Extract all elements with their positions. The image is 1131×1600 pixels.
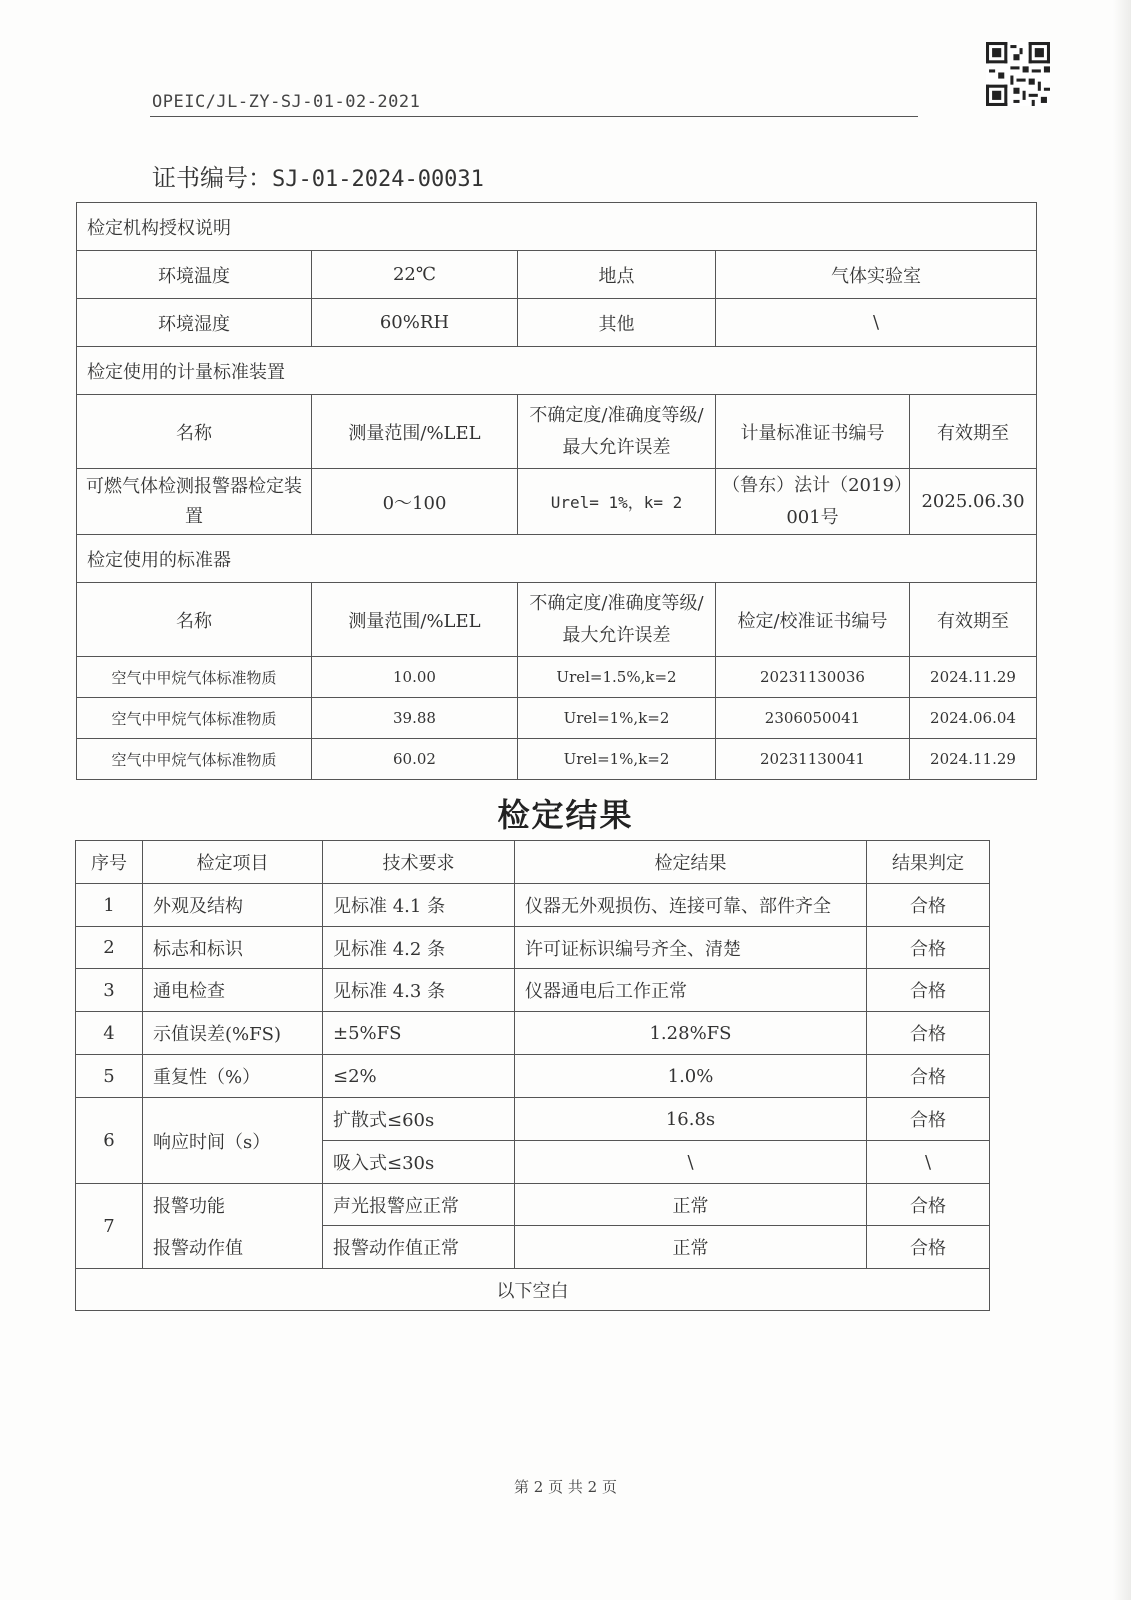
instr-cert-no: 20231130036 <box>716 657 910 698</box>
result-no: 6 <box>76 1098 143 1184</box>
device-valid-until: 2025.06.30 <box>910 469 1037 535</box>
results-title: 检定结果 <box>497 796 634 834</box>
verification-results-table <box>75 840 990 1311</box>
result-item: 标志和标识 <box>143 927 323 969</box>
result-judgment: 合格 <box>867 927 990 969</box>
result-no: 2 <box>76 927 143 969</box>
result-value: 许可证标识编号齐全、清楚 <box>515 927 867 969</box>
result-requirement: ≤2% <box>323 1055 515 1098</box>
result-item: 通电检查 <box>143 969 323 1012</box>
result-value: \ <box>515 1141 867 1184</box>
env-temp-value: 22℃ <box>312 251 518 299</box>
certificate-number <box>152 158 484 193</box>
result-requirement: 扩散式≤60s <box>323 1098 515 1141</box>
result-item: 报警动作值 <box>143 1226 323 1269</box>
results-header-item: 检定项目 <box>143 841 323 884</box>
result-value: 1.28%FS <box>515 1012 867 1055</box>
result-requirement: 声光报警应正常 <box>323 1184 515 1226</box>
instr-header-name: 名称 <box>77 583 312 657</box>
result-judgment: \ <box>867 1141 990 1184</box>
instr-valid-until: 2024.06.04 <box>910 698 1037 739</box>
results-header-requirement: 技术要求 <box>323 841 515 884</box>
instr-range: 60.02 <box>312 739 518 780</box>
instr-range: 10.00 <box>312 657 518 698</box>
location-label: 地点 <box>518 251 716 299</box>
result-item: 重复性（%） <box>143 1055 323 1098</box>
device-header-uncertainty: 不确定度/准确度等级/最大允许误差 <box>518 395 716 469</box>
device-header-name: 名称 <box>77 395 312 469</box>
result-judgment: 合格 <box>867 1012 990 1055</box>
result-no: 7 <box>76 1184 143 1269</box>
instr-cert-no: 2306050041 <box>716 698 910 739</box>
device-header-cert: 计量标准证书编号 <box>716 395 910 469</box>
results-header-result: 检定结果 <box>515 841 867 884</box>
result-judgment: 合格 <box>867 969 990 1012</box>
instr-valid-until: 2024.11.29 <box>910 739 1037 780</box>
result-no: 5 <box>76 1055 143 1098</box>
result-value: 1.0% <box>515 1055 867 1098</box>
result-item: 外观及结构 <box>143 884 323 927</box>
instr-uncertainty: Urel=1%,k=2 <box>518 739 716 780</box>
instr-name: 空气中甲烷气体标准物质 <box>77 739 312 780</box>
instr-uncertainty: Urel=1%,k=2 <box>518 698 716 739</box>
device-cert-no: （鲁东）法计（2019）001号 <box>716 469 910 535</box>
result-no: 1 <box>76 884 143 927</box>
result-value: 仪器通电后工作正常 <box>515 969 867 1012</box>
result-judgment: 合格 <box>867 1184 990 1226</box>
page-number: 第 2 页 共 2 页 <box>514 1478 617 1496</box>
header-rule <box>150 116 918 117</box>
section-title-authorization: 检定机构授权说明 <box>77 203 1037 251</box>
result-item: 示值误差(%FS) <box>143 1012 323 1055</box>
result-requirement: 见标准 4.3 条 <box>323 969 515 1012</box>
result-judgment: 合格 <box>867 1055 990 1098</box>
instr-name: 空气中甲烷气体标准物质 <box>77 657 312 698</box>
result-judgment: 合格 <box>867 884 990 927</box>
env-humidity-value: 60%RH <box>312 299 518 347</box>
document-code: OPEIC/JL-ZY-SJ-01-02-2021 <box>152 92 421 112</box>
env-humidity-label: 环境湿度 <box>77 299 312 347</box>
result-requirement: 见标准 4.1 条 <box>323 884 515 927</box>
instr-name: 空气中甲烷气体标准物质 <box>77 698 312 739</box>
device-range: 0～100 <box>312 469 518 535</box>
result-judgment: 合格 <box>867 1098 990 1141</box>
result-no: 4 <box>76 1012 143 1055</box>
result-item: 响应时间（s） <box>143 1098 323 1184</box>
instr-cert-no: 20231130041 <box>716 739 910 780</box>
result-no: 3 <box>76 969 143 1012</box>
blank-below-note: 以下空白 <box>76 1269 990 1311</box>
device-header-range: 测量范围/%LEL <box>312 395 518 469</box>
instr-header-cert: 检定/校准证书编号 <box>716 583 910 657</box>
result-value: 16.8s <box>515 1098 867 1141</box>
device-name: 可燃气体检测报警器检定装置 <box>77 469 312 535</box>
result-item: 报警功能 <box>143 1184 323 1226</box>
result-value: 正常 <box>515 1226 867 1269</box>
certificate-number-label: 证书编号： <box>152 164 272 192</box>
qr-code-icon <box>986 42 1050 106</box>
instr-header-valid: 有效期至 <box>910 583 1037 657</box>
instr-uncertainty: Urel=1.5%,k=2 <box>518 657 716 698</box>
instr-valid-until: 2024.11.29 <box>910 657 1037 698</box>
instr-header-uncertainty: 不确定度/准确度等级/最大允许误差 <box>518 583 716 657</box>
other-label: 其他 <box>518 299 716 347</box>
result-value: 正常 <box>515 1184 867 1226</box>
results-header-no: 序号 <box>76 841 143 884</box>
result-value: 仪器无外观损伤、连接可靠、部件齐全 <box>515 884 867 927</box>
result-requirement: 吸入式≤30s <box>323 1141 515 1184</box>
device-uncertainty: Urel= 1%，k= 2 <box>518 469 716 535</box>
location-value: 气体实验室 <box>716 251 1037 299</box>
results-header-judgment: 结果判定 <box>867 841 990 884</box>
result-requirement: 报警动作值正常 <box>323 1226 515 1269</box>
other-value: \ <box>716 299 1037 347</box>
section-title-standard-device: 检定使用的计量标准装置 <box>77 347 1037 395</box>
env-temp-label: 环境温度 <box>77 251 312 299</box>
device-header-valid: 有效期至 <box>910 395 1037 469</box>
verification-conditions-table <box>76 202 1037 780</box>
certificate-number-value: SJ-01-2024-00031 <box>272 167 484 192</box>
result-requirement: ±5%FS <box>323 1012 515 1055</box>
result-judgment: 合格 <box>867 1226 990 1269</box>
instr-range: 39.88 <box>312 698 518 739</box>
instr-header-range: 测量范围/%LEL <box>312 583 518 657</box>
section-title-standard-instruments: 检定使用的标准器 <box>77 535 1037 583</box>
result-requirement: 见标准 4.2 条 <box>323 927 515 969</box>
